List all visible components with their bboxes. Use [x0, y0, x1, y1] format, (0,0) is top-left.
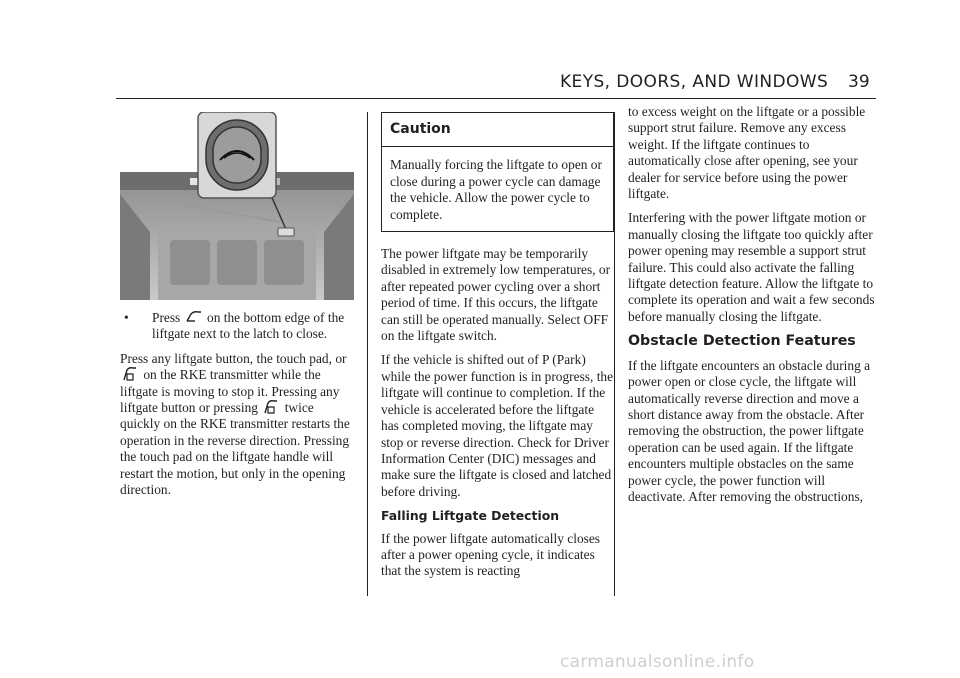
caution-box: [381, 112, 614, 232]
paragraph: to excess weight on the liftgate or a possible support strut failure. Remove any excess weight. If the liftgate continues to automatically close after opening, see your dealer for service before using the power liftgate.: [628, 104, 866, 202]
paragraph: If the liftgate encounters an obstacle during a power open or close cycle, the liftgate will automatically reverse direction and move a short distance away from the obstacle. After removing the obstruction, the power liftgate operation can be used again. If the liftgate encounters multiple obstacles on the same power cycle, the power function will deactivate. After removing the obstructions,: [628, 357, 871, 504]
paragraph: If the power liftgate automatically closes after a power opening cycle, it indicates that the system is reacting: [381, 530, 601, 579]
bullet-text-end: on the bottom edge of the liftgate next to the latch to close.: [152, 310, 345, 342]
column-3: [628, 104, 876, 513]
paragraph: [120, 351, 354, 499]
header-title: KEYS, DOORS, AND WINDOWS: [560, 72, 829, 92]
list-item: [120, 310, 354, 343]
column-2: [381, 112, 614, 588]
caution-text: Manually forcing the liftgate to open or close during a power cycle can damage the vehicle. Allow the power cycle to complete.: [390, 157, 602, 222]
paragraph-text: on the RKE transmitter while the liftgate is moving to stop it. Pressing any liftgate button or pressing: [120, 367, 340, 416]
column-1: [120, 112, 354, 506]
paragraph: Interfering with the power liftgate motion or manually closing the liftgate too quickly after power opening may resemble a support strut failure. This could also activate the falling liftgate detection feature. Allow the liftgate to complete its operation and wait a few seconds before manually closing the liftgate.: [628, 210, 875, 324]
liftgate-close-icon: [186, 310, 202, 324]
page-number: 39: [848, 72, 870, 92]
watermark: carmanualsonline.info: [560, 652, 755, 672]
bullet-marker: •: [124, 310, 129, 325]
subheading: Falling Liftgate Detection: [381, 508, 560, 524]
paragraph: The power liftgate may be temporarily disabled in extremely low temperatures, or after repeated power cycling over a short period of time. If this occurs, the liftgate can still be operated manually. Select OFF on the liftgate switch.: [381, 246, 611, 344]
caution-title: Caution: [382, 113, 613, 147]
paragraph-text: Press any liftgate button, the touch pad, or: [120, 350, 347, 366]
paragraph: If the vehicle is shifted out of P (Park) while the power function is in progress, the liftgate will continue to completion. If the vehicle is accelerated before the liftgate has completed moving, the liftgate may stop or reverse direction. Check for Driver Information Center (DIC) messages and make sure the liftgate is closed and latched before driving.: [381, 352, 614, 499]
rke-liftgate-icon: [122, 367, 138, 381]
column-divider: [367, 112, 368, 596]
rke-liftgate-icon: [263, 400, 279, 414]
bullet-text-start: Press: [152, 310, 181, 325]
header-rule: [116, 98, 876, 99]
liftgate-switch-illustration: [120, 112, 354, 300]
section-heading: Obstacle Detection Features: [628, 333, 856, 350]
paragraph-text: twice quickly on the RKE transmitter restarts the operation in the reverse direction. Pressing the touch pad on the liftgate handle will restart the motion, but only in the opening direction.: [120, 400, 350, 498]
column-divider: [614, 112, 615, 596]
